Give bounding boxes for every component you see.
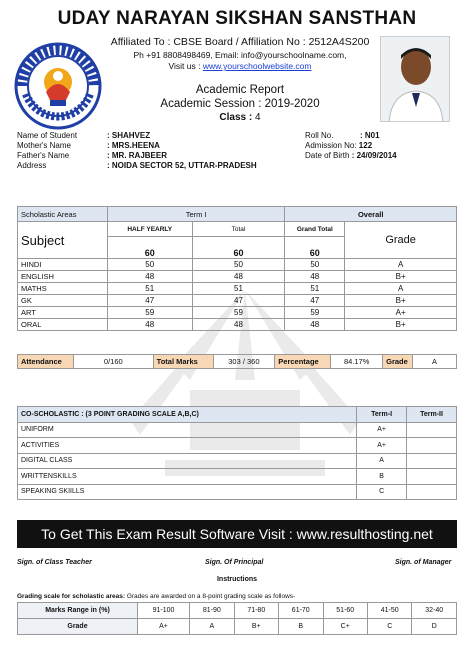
scale-grade: B	[279, 619, 323, 635]
grand-total-header: Grand Total	[285, 222, 345, 237]
grand-total-mark: 50	[285, 259, 345, 271]
activity-term1-grade: C	[357, 484, 407, 500]
subject-row	[18, 271, 457, 283]
summary-row	[18, 355, 457, 369]
summary-table	[17, 354, 457, 369]
info-value: : MRS.HEENA	[107, 141, 160, 150]
subject-name: ORAL	[18, 319, 108, 331]
grading-scale-note	[17, 593, 295, 600]
subject-grade: B+	[345, 295, 457, 307]
info-row	[305, 131, 397, 141]
grading-scale-table	[17, 602, 457, 635]
contact-line: Ph +91 8808498469, Email: info@yourschoolname.com,	[133, 50, 347, 60]
total-header: Total	[192, 222, 285, 237]
scale-grade: A+	[138, 619, 190, 635]
percentage-value: 84.17%	[331, 355, 383, 369]
student-info-right	[305, 131, 397, 161]
scale-grade: C	[367, 619, 411, 635]
info-label: Roll No.	[305, 131, 334, 140]
marks-range: 32-40	[412, 603, 457, 619]
activity-term1-grade: B	[357, 469, 407, 485]
percentage-label: Percentage	[275, 355, 331, 369]
activity-term1-grade: A	[357, 453, 407, 469]
subject-name: GK	[18, 295, 108, 307]
subject-name: ART	[18, 307, 108, 319]
promo-banner: To Get This Exam Result Software Visit : www.resulthosting.net	[17, 520, 457, 548]
subject-grade: B+	[345, 319, 457, 331]
grand-total-mark: 48	[285, 271, 345, 283]
grade-scale-row	[18, 619, 457, 635]
grand-total-mark: 47	[285, 295, 345, 307]
total-mark: 48	[192, 271, 285, 283]
co-scholastic-header-row	[18, 407, 457, 423]
principal-signature: Sign. Of Principal	[205, 559, 264, 566]
half-yearly-mark: 51	[107, 283, 192, 295]
marks-range: 91-100	[138, 603, 190, 619]
max-grand-total: 60	[285, 237, 345, 259]
activity-name: DIGITAL CLASS	[18, 453, 357, 469]
scholastic-areas-header: Scholastic Areas	[18, 207, 108, 222]
marks-range-label: Marks Range in (%)	[18, 603, 138, 619]
report-title: Academic Report	[195, 84, 285, 96]
co-scholastic-row	[18, 438, 457, 454]
class-line	[90, 112, 390, 123]
scholastic-table	[17, 206, 457, 331]
info-row	[305, 151, 397, 161]
info-value: 122	[358, 141, 373, 150]
visit-prefix: Visit us :	[168, 61, 203, 71]
half-yearly-mark: 50	[107, 259, 192, 271]
info-label: Father's Name	[17, 151, 70, 160]
total-marks-value: 303 / 360	[213, 355, 275, 369]
student-info-left	[17, 131, 257, 171]
affiliation-line: Affiliated To : CBSE Board / Affiliation No : 2512A4S200	[110, 36, 370, 48]
info-label: Mother's Name	[17, 141, 71, 150]
info-value: : MR. RAJBEER	[107, 151, 168, 160]
activity-term1-grade: A+	[357, 422, 407, 438]
total-marks-label: Total Marks	[153, 355, 213, 369]
info-label: Admission No:	[305, 141, 359, 150]
subject-row	[18, 283, 457, 295]
academic-session: Academic Session : 2019-2020	[160, 98, 320, 110]
info-value: : SHAHVEZ	[107, 131, 151, 140]
grading-note-text: Grades are awarded on a 8-point grading scale as follows-	[125, 593, 296, 600]
class-value: 4	[255, 112, 261, 123]
grading-note-bold: Grading scale for scholastic areas:	[17, 593, 126, 600]
attendance-value: 0/160	[73, 355, 153, 369]
subject-row	[18, 307, 457, 319]
activity-term1-grade: A+	[357, 438, 407, 454]
co-scholastic-table	[17, 406, 457, 500]
grade-label: Grade	[383, 355, 413, 369]
scale-grade: C+	[323, 619, 367, 635]
column-header-row	[18, 222, 457, 237]
activity-term2-grade	[407, 422, 457, 438]
school-name: UDAY NARAYAN SIKSHAN SANSTHAN	[57, 8, 417, 29]
attendance-label: Attendance	[18, 355, 74, 369]
subject-grade: A	[345, 259, 457, 271]
grade-header: Grade	[345, 222, 457, 259]
info-row	[17, 131, 257, 141]
half-yearly-mark: 59	[107, 307, 192, 319]
grand-total-mark: 51	[285, 283, 345, 295]
info-value: : NOIDA SECTOR 52, UTTAR-PRADESH	[107, 161, 257, 170]
activity-term2-grade	[407, 469, 457, 485]
instructions-title: Instructions	[216, 576, 258, 583]
subject-grade: A	[345, 283, 457, 295]
info-row	[17, 151, 257, 161]
marks-range: 41-50	[367, 603, 411, 619]
max-half-yearly: 60	[107, 237, 192, 259]
marks-range-row	[18, 603, 457, 619]
activity-name: ACTIVITIES	[18, 438, 357, 454]
total-mark: 50	[192, 259, 285, 271]
subject-name: HINDI	[18, 259, 108, 271]
activity-term2-grade	[407, 438, 457, 454]
subject-name: ENGLISH	[18, 271, 108, 283]
half-yearly-mark: 48	[107, 319, 192, 331]
activity-term2-grade	[407, 484, 457, 500]
term1-header: Term I	[107, 207, 285, 222]
scale-grade: B+	[234, 619, 278, 635]
max-total: 60	[192, 237, 285, 259]
grand-total-mark: 59	[285, 307, 345, 319]
scholastic-body	[18, 259, 457, 331]
total-mark: 47	[192, 295, 285, 307]
activity-term2-grade	[407, 453, 457, 469]
activity-name: WRITTENSKILLS	[18, 469, 357, 485]
student-photo	[380, 36, 450, 122]
marks-range: 71-80	[234, 603, 278, 619]
class-teacher-signature: Sign. of Class Teacher	[17, 559, 92, 566]
info-row	[305, 141, 397, 151]
subject-row	[18, 295, 457, 307]
info-label: Date of Birth	[305, 151, 352, 160]
subject-row	[18, 319, 457, 331]
grand-total-mark: 48	[285, 319, 345, 331]
marks-range: 81-90	[190, 603, 234, 619]
activity-name: SPEAKING SKIILLS	[18, 484, 357, 500]
website-link[interactable]: www.yourschoolwebsite.com	[202, 61, 312, 71]
co-scholastic-row	[18, 484, 457, 500]
info-row	[17, 141, 257, 151]
co-term2-header: Term-II	[407, 407, 457, 423]
school-logo-icon	[14, 42, 102, 130]
class-label: Class :	[219, 112, 255, 123]
manager-signature: Sign. of Manager	[395, 559, 452, 566]
activity-name: UNIFORM	[18, 422, 357, 438]
website-line	[90, 61, 390, 71]
half-yearly-mark: 47	[107, 295, 192, 307]
co-scholastic-row	[18, 469, 457, 485]
co-scholastic-row	[18, 422, 457, 438]
student-avatar-icon	[381, 37, 450, 122]
subject-row	[18, 259, 457, 271]
subject-header: Subject	[18, 222, 108, 259]
total-mark: 59	[192, 307, 285, 319]
overall-header: Overall	[285, 207, 457, 222]
scholastic-header-row	[18, 207, 457, 222]
info-value: : 24/09/2014	[351, 151, 397, 160]
subject-grade: A+	[345, 307, 457, 319]
info-label: Name of Student	[17, 131, 78, 140]
info-value: : N01	[360, 131, 380, 140]
grade-value: A	[413, 355, 457, 369]
marks-range: 61-70	[279, 603, 323, 619]
marks-range: 51-60	[323, 603, 367, 619]
scale-grade: D	[412, 619, 457, 635]
grade-row-label: Grade	[18, 619, 138, 635]
total-mark: 48	[192, 319, 285, 331]
co-scholastic-header: CO-SCHOLASTIC : (3 POINT GRADING SCALE A,B,C)	[18, 407, 357, 423]
subject-name: MATHS	[18, 283, 108, 295]
co-scholastic-row	[18, 453, 457, 469]
total-mark: 51	[192, 283, 285, 295]
info-label: Address	[17, 161, 47, 170]
scale-grade: A	[190, 619, 234, 635]
half-yearly-header: HALF YEARLY	[107, 222, 192, 237]
half-yearly-mark: 48	[107, 271, 192, 283]
subject-grade: B+	[345, 271, 457, 283]
co-term1-header: Term-I	[357, 407, 407, 423]
co-scholastic-body	[18, 422, 457, 500]
info-row	[17, 161, 257, 171]
